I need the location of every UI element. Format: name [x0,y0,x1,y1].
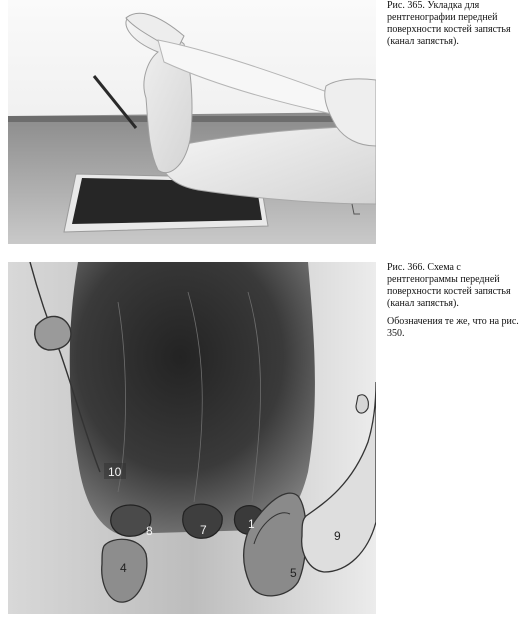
label-4: 4 [120,561,127,575]
label-10: 10 [108,465,122,479]
figure-365-caption [387,0,523,54]
label-7: 7 [200,523,207,537]
figure-366-scheme [8,262,376,614]
figure-365-photo [8,0,376,244]
caption-text: Рис. 366. Схема с рентгенограммы передней поверхности костей запястья (канал запястья). [387,262,511,309]
label-8: 8 [146,524,153,538]
caption-text: Рис. 365. Укладка для рентгенографии передней поверхности костей запястья (канал запястья). [387,0,511,47]
figure-366-caption [387,262,523,346]
caption-note: Обозначения те же, что на рис. 350. [387,316,519,339]
label-9: 9 [334,529,341,543]
label-1: 1 [248,517,255,531]
label-5: 5 [290,566,297,580]
